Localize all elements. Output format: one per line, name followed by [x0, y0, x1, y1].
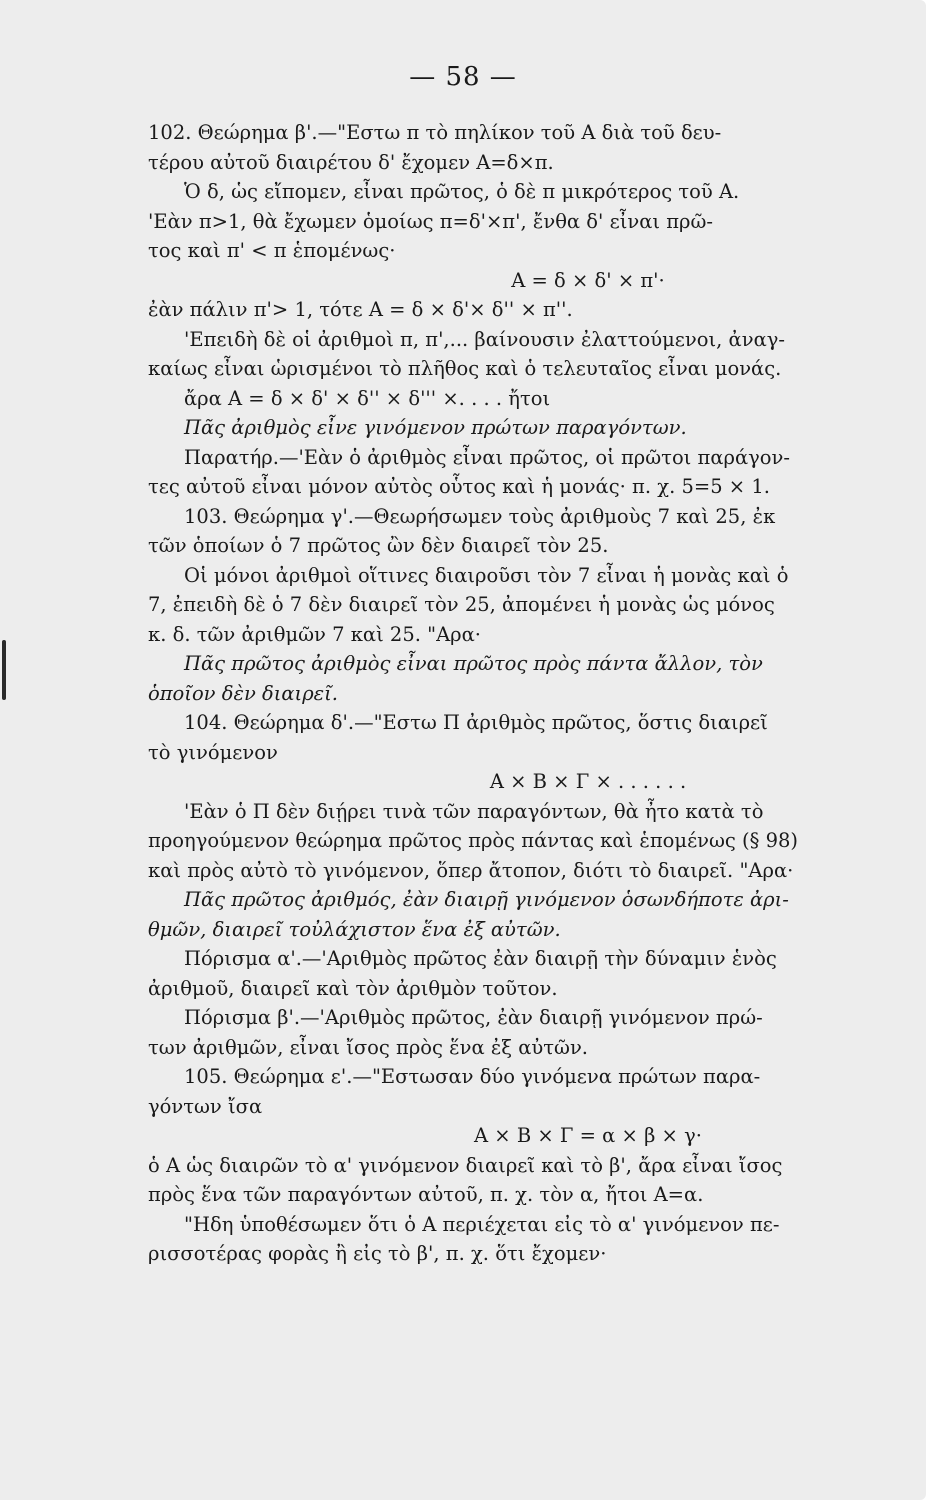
text-line: τέρου αὐτοῦ διαιρέτου δ' ἔχομεν Α=δ×π.	[148, 150, 554, 174]
text-line: 102. Θεώρημα β'.—"Εστω π τὸ πηλίκον τοῦ Α διὰ τοῦ δευ-	[148, 121, 722, 144]
text-line: γόντων ἴσα	[148, 1094, 263, 1118]
text-line: Ὁ δ, ὡς εἴπομεν, εἶναι πρῶτος, ὁ δὲ π μικρότερος τοῦ Α.	[184, 180, 740, 203]
formula-line: Α × Β × Γ × . . . . . .	[489, 770, 687, 793]
theorem-statement: ὁποῖον δὲν διαιρεῖ.	[148, 681, 338, 705]
page-number: — 58 —	[409, 62, 517, 92]
text-line: τος καὶ π' < π ἑπομένως·	[148, 239, 396, 262]
text-line: 'Επειδὴ δὲ οἱ ἀριθμοὶ π, π',... βαίνουσιν ἐλαττούμενοι, ἀναγ-	[184, 327, 785, 351]
text-line: τες αὐτοῦ εἶναι μόνον αὐτὸς οὗτος καὶ ἡ μονάς· π. χ. 5=5 × 1.	[148, 475, 770, 498]
text-line: Πόρισμα α'.—'Αριθμὸς πρῶτος ἐὰν διαιρῇ τὴν δύναμιν ἑνὸς	[184, 947, 777, 970]
text-line: ἀριθμοῦ, διαιρεῖ καὶ τὸν ἀριθμὸν τοῦτον.	[148, 976, 558, 1000]
text-line: καὶ πρὸς αὐτὸ τὸ γινόμενον, ὅπερ ἄτοπον, διότι τὸ διαιρεῖ. "Αρα·	[148, 858, 794, 882]
theorem-statement: Πᾶς πρῶτος ἀριθμὸς εἶναι πρῶτος πρὸς πάντα ἄλλον, τὸν	[184, 652, 763, 675]
text-line: κ. δ. τῶν ἀριθμῶν 7 καὶ 25. "Αρα·	[148, 622, 482, 646]
margin-ink-mark	[2, 640, 6, 700]
theorem-statement: θμῶν, διαιρεῖ τοὐλάχιστον ἕνα ἐξ αὐτῶν.	[148, 917, 561, 941]
text-line: Οἱ μόνοι ἀριθμοὶ οἵτινες διαιροῦσι τὸν 7 εἶναι ἡ μονὰς καὶ ὁ	[184, 563, 789, 587]
text-line: των ἀριθμῶν, εἶναι ἴσος πρὸς ἕνα ἐξ αὐτῶν.	[148, 1035, 589, 1059]
text-line: 'Εὰν π>1, θὰ ἔχωμεν ὁμοίως π=δ'×π', ἔνθα δ' εἶναι πρῶ-	[148, 209, 713, 233]
text-line: Παρατήρ.—'Εὰν ὁ ἀριθμὸς εἶναι πρῶτος, οἱ πρῶτοι παράγον-	[184, 445, 790, 469]
theorem-statement: Πᾶς πρῶτος ἀριθμός, ἐὰν διαιρῇ γινόμενον ὁσωνδήποτε ἀρι-	[184, 888, 789, 911]
text-line: πρὸς ἕνα τῶν παραγόντων αὐτοῦ, π. χ. τὸν α, ἤτοι Α=α.	[148, 1183, 704, 1206]
text-line: ρισσοτέρας φορὰς ἢ εἰς τὸ β', π. χ. ὅτι ἔχομεν·	[148, 1242, 607, 1265]
text-line: 7, ἐπειδὴ δὲ ὁ 7 δὲν διαιρεῖ τὸν 25, ἀπομένει ἡ μονὰς ὡς μόνος	[148, 593, 775, 616]
theorem-statement: Πᾶς ἀριθμὸς εἶνε γινόμενον πρώτων παραγόντων.	[184, 416, 687, 439]
text-line: 103. Θεώρημα γ'.—Θεωρήσωμεν τοὺς ἀριθμοὺς 7 καὶ 25, ἐκ	[184, 504, 776, 528]
text-line: προηγούμενον θεώρημα πρῶτος πρὸς πάντας καὶ ἑπομένως (§ 98)	[148, 829, 799, 852]
text-line: τῶν ὁποίων ὁ 7 πρῶτος ὢν δὲν διαιρεῖ τὸν 25.	[148, 534, 609, 557]
formula-line: Α × Β × Γ = α × β × γ·	[474, 1124, 702, 1147]
text-line: "Ηδη ὑποθέσωμεν ὅτι ὁ Α περιέχεται εἰς τὸ α' γινόμενον πε-	[184, 1212, 780, 1236]
text-line: ἐὰν πάλιν π'> 1, τότε Α = δ × δ'× δ'' × π''.	[148, 298, 573, 321]
text-line: καίως εἶναι ὡρισμένοι τὸ πλῆθος καὶ ὁ τελευταῖος εἶναι μονάς.	[148, 357, 782, 380]
text-line: ὁ Α ὡς διαιρῶν τὸ α' γινόμενον διαιρεῖ καὶ τὸ β', ἄρα εἶναι ἴσος	[148, 1153, 783, 1177]
text-line: Πόρισμα β'.—'Αριθμὸς πρῶτος, ἐὰν διαιρῇ γινόμενον πρώ-	[184, 1006, 763, 1029]
body-text	[148, 118, 908, 1269]
text-line: 'Εὰν ὁ Π δὲν διῄρει τινὰ τῶν παραγόντων, θὰ ἦτο κατὰ τὸ	[184, 799, 764, 823]
text-line: 104. Θεώρημα δ'.—"Εστω Π ἀριθμὸς πρῶτος, ὅστις διαιρεῖ	[184, 711, 768, 734]
text-line: τὸ γινόμενον	[148, 740, 278, 764]
formula-line: ἄρα Α = δ × δ' × δ'' × δ''' ×. . . . ἤτοι	[184, 386, 551, 410]
text-line: 105. Θεώρημα ε'.—"Εστωσαν δύο γινόμενα πρώτων παρα-	[184, 1065, 761, 1088]
formula-line: Α = δ × δ' × π'·	[511, 268, 665, 292]
